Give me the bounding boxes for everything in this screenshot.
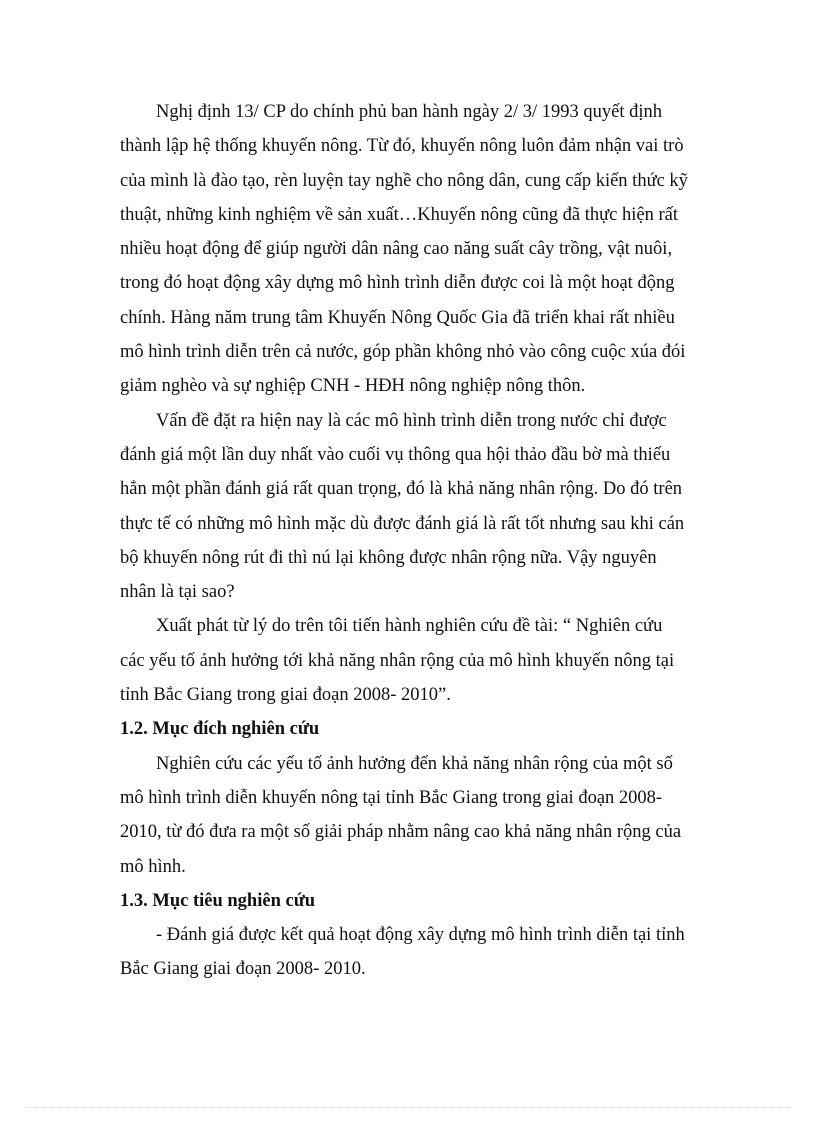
text-line: mô hình trình diễn khuyến nông tại tỉnh Bắc Giang trong giai đoạn 2008- xyxy=(120,787,663,808)
paragraph-objectives xyxy=(120,918,695,987)
text-line: chính. Hàng năm trung tâm Khuyến Nông Quốc Gia đã triển khai rất nhiều xyxy=(120,307,675,328)
text-line: các yếu tố ảnh hưởng tới khả năng nhân rộng của mô hình khuyến nông tại xyxy=(120,650,675,671)
text-line: thuật, những kinh nghiệm về sản xuất…Khuyến nông cũng đã thực hiện rất xyxy=(120,204,678,225)
document-page xyxy=(120,95,695,987)
text-line: giảm nghèo và sự nghiệp CNH - HĐH nông nghiệp nông thôn. xyxy=(120,376,586,397)
text-line: thực tế có những mô hình mặc dù được đánh giá là rất tốt nhưng sau khi cán xyxy=(120,513,685,534)
text-line: Vấn đề đặt ra hiện nay là các mô hình trình diễn trong nước chỉ được xyxy=(156,410,667,431)
text-line: nhiều hoạt động để giúp người dân nâng cao năng suất cây trồng, vật nuôi, xyxy=(120,239,673,260)
text-line: thành lập hệ thống khuyến nông. Từ đó, khuyến nông luôn đảm nhận vai trò xyxy=(120,136,684,157)
text-line: nhân là tại sao? xyxy=(120,582,235,603)
text-line: Bắc Giang giai đoạn 2008- 2010. xyxy=(120,959,366,980)
text-line: đánh giá một lần duy nhất vào cuối vụ thông qua hội thảo đầu bờ mà thiếu xyxy=(120,444,671,465)
paragraph-problem xyxy=(120,404,695,610)
section-heading-purpose: 1.2. Mục đích nghiên cứu xyxy=(120,719,320,740)
section-heading-objectives: 1.3. Mục tiêu nghiên cứu xyxy=(120,890,316,911)
text-line: - Đánh giá được kết quả hoạt động xây dựng mô hình trình diễn tại tỉnh xyxy=(156,925,685,946)
page-bottom-divider xyxy=(25,1107,791,1108)
text-line: trong đó hoạt động xây dựng mô hình trình diễn được coi là một hoạt động xyxy=(120,273,675,294)
text-line: mô hình. xyxy=(120,856,186,877)
text-line: Xuất phát từ lý do trên tôi tiến hành nghiên cứu đề tài: “ Nghiên cứu xyxy=(156,616,663,637)
text-line: hẳn một phần đánh giá rất quan trọng, đó là khả năng nhân rộng. Do đó trên xyxy=(120,479,683,500)
text-line: bộ khuyến nông rút đi thì nú lại không được nhân rộng nữa. Vậy nguyên xyxy=(120,547,657,568)
paragraph-topic xyxy=(120,609,695,712)
paragraph-purpose xyxy=(120,747,695,884)
text-line: Nghiên cứu các yếu tố ảnh hưởng đến khả năng nhân rộng của một số xyxy=(156,753,673,774)
text-line: 2010, từ đó đưa ra một số giải pháp nhằm nâng cao khả năng nhân rộng của xyxy=(120,822,682,843)
paragraph-background xyxy=(120,95,695,404)
text-line: tỉnh Bắc Giang trong giai đoạn 2008- 2010”. xyxy=(120,685,451,706)
text-line: Nghị định 13/ CP do chính phủ ban hành ngày 2/ 3/ 1993 quyết định xyxy=(156,102,662,122)
text-line: mô hình trình diễn trên cả nước, góp phần không nhỏ vào công cuộc xúa đói xyxy=(120,342,686,363)
text-line: của mình là đào tạo, rèn luyện tay nghề cho nông dân, cung cấp kiến thức kỹ xyxy=(120,170,688,191)
